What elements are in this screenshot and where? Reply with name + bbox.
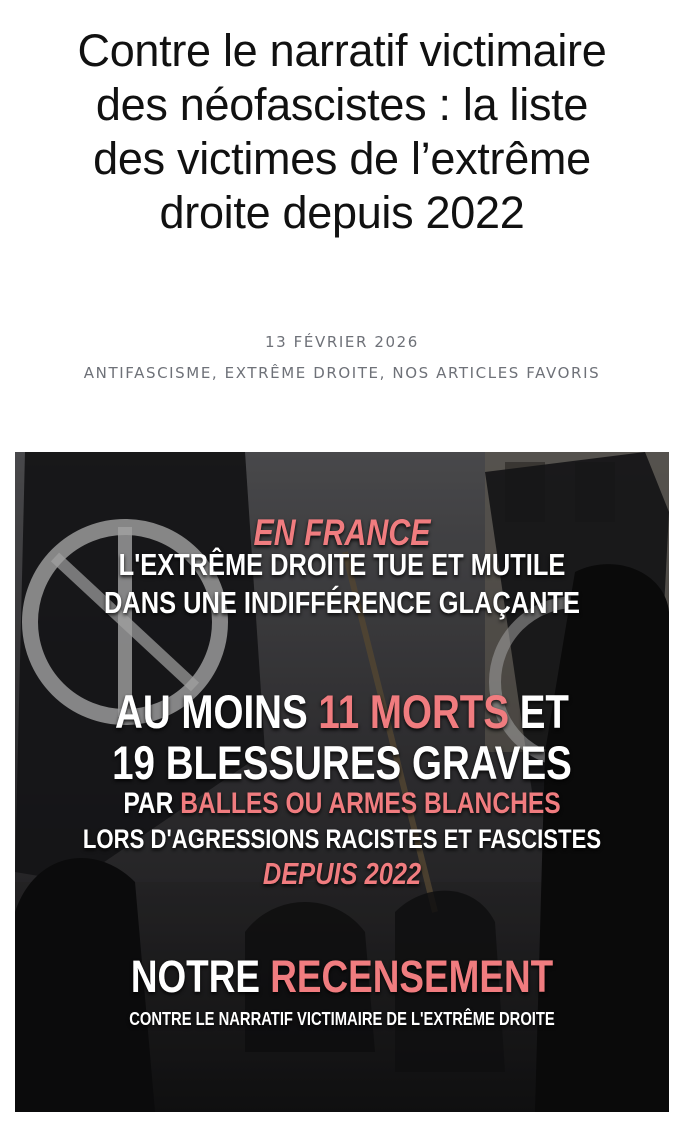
- hero-moins-text: AU MOINS: [115, 685, 319, 738]
- hero-armes-text: BALLES OU ARMES BLANCHES: [180, 787, 561, 820]
- hero-line-contre: CONTRE LE NARRATIF VICTIMAIRE DE L'EXTRÊME DROITE: [129, 1009, 555, 1029]
- article-categories: [0, 364, 684, 382]
- hero-line-blessures: 19 BLESSURES GRAVES: [112, 736, 572, 789]
- hero-recensement-text: RECENSEMENT: [270, 951, 554, 1002]
- article-date: 13 FÉVRIER 2026: [265, 333, 419, 351]
- category-link-nos-articles-favoris[interactable]: NOS ARTICLES FAVORIS: [392, 364, 601, 382]
- title-line: des néofascistes : la liste: [95, 79, 589, 130]
- title-line: des victimes de l’extrême: [93, 133, 591, 184]
- hero-line-armes: [74, 787, 610, 821]
- hero-morts-count: 11 MORTS: [318, 685, 510, 738]
- category-link-antifascisme[interactable]: ANTIFASCISME: [83, 364, 212, 382]
- hero-en-france: EN FRANCE: [253, 512, 431, 553]
- hero-depuis: DEPUIS 2022: [262, 856, 422, 891]
- hero-et-text: ET: [509, 685, 569, 738]
- hero-line-recensement: [74, 951, 610, 1003]
- category-separator: ,: [379, 364, 393, 382]
- hero-line-morts: [74, 684, 610, 739]
- hero-line-agressions: LORS D'AGRESSIONS RACISTES ET FASCISTES: [82, 824, 602, 854]
- article-title: [20, 24, 664, 240]
- title-line: droite depuis 2022: [159, 187, 525, 238]
- hero-line-tue: L'EXTRÊME DROITE TUE ET MUTILE: [118, 547, 566, 582]
- hero-line-indifference: DANS UNE INDIFFÉRENCE GLAÇANTE: [104, 585, 580, 620]
- hero-notre-text: NOTRE: [130, 951, 271, 1002]
- hero-par-text: PAR: [123, 787, 181, 820]
- category-separator: ,: [211, 364, 225, 382]
- featured-image: [15, 452, 669, 1112]
- category-link-extreme-droite[interactable]: EXTRÊME DROITE: [224, 364, 380, 382]
- title-line: Contre le narratif victimaire: [77, 25, 607, 76]
